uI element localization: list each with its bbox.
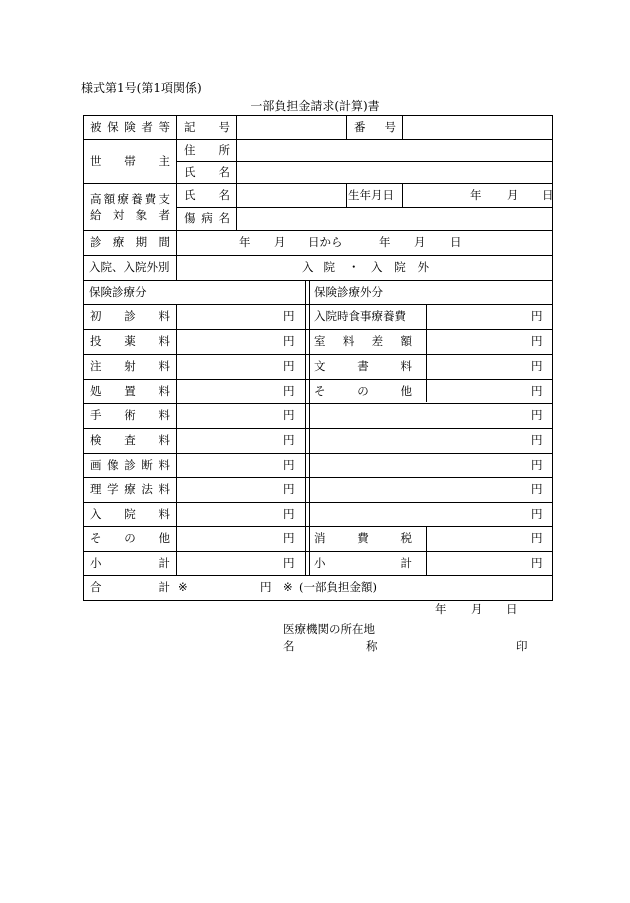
uncovered-item-label: そ の 他 [314,384,412,398]
covered-yen: 円 [283,384,295,398]
total-note: (一部負担金額) [299,580,377,594]
uncovered-yen: 円 [531,408,543,422]
rule-h [83,280,552,281]
uncovered-yen: 円 [531,531,543,545]
uncovered-item-label: 小 計 [314,556,412,570]
insured-label: 被 保 険 者 等 [90,120,170,134]
rule-v [402,183,403,207]
rule-v [176,115,177,255]
uncovered-amount-field[interactable] [430,454,520,476]
period-to-day: 日 [450,235,462,249]
inpatient-option-in[interactable]: 入 院 [302,260,335,274]
uncovered-amount-field[interactable] [430,552,520,574]
inpatient-separator: ・ [348,260,360,274]
covered-item-label: 入 院 料 [90,507,170,521]
birth-day: 日 [542,188,554,202]
beneficiary-label-line2: 給 対 象 者 [90,208,170,222]
period-to-month: 月 [414,235,426,249]
uncovered-yen: 円 [531,309,543,323]
covered-amount-field[interactable] [178,503,258,525]
uncovered-amount-field[interactable] [430,527,520,549]
uncovered-amount-field[interactable] [430,429,520,451]
kigo-label: 記 号 [184,120,230,134]
facility-name-label-2: 称 [366,639,378,653]
period-from-day: 日から [308,235,343,249]
seal-mark: 印 [516,639,528,653]
uncovered-yen: 円 [531,556,543,570]
beneficiary-label-line1: 高 額 療 養 費 支 [90,192,170,206]
uncovered-yen: 円 [531,334,543,348]
total-label: 合 計 [90,580,170,594]
footer-year: 年 [435,602,447,616]
rule-v [426,304,427,402]
inpatient-label: 入院、入院外別 [89,260,170,274]
document-title: 一部負担金請求(計算)書 [250,99,380,113]
covered-amount-field[interactable] [178,330,258,352]
period-to-year: 年 [379,235,391,249]
disease-field[interactable] [237,208,551,229]
uncovered-amount-field[interactable] [430,404,520,426]
uncovered-amount-field[interactable] [430,380,520,402]
rule-v [305,280,306,575]
uncovered-yen: 円 [531,482,543,496]
covered-yen: 円 [283,359,295,373]
uncovered-amount-field[interactable] [430,355,520,377]
uncovered-yen: 円 [531,384,543,398]
uncovered-item-label: 文 書 料 [314,359,412,373]
covered-yen: 円 [283,408,295,422]
inpatient-option-out[interactable]: 入 院 外 [371,260,429,274]
rule-v [83,115,84,601]
footer-month: 月 [471,602,483,616]
footer-day: 日 [506,602,518,616]
rule-h [83,255,552,256]
birth-month: 月 [507,188,519,202]
head-name-field[interactable] [237,162,551,182]
facility-name-label-1: 名 [283,639,295,653]
uncovered-yen: 円 [531,458,543,472]
covered-item-label: 手 術 料 [90,408,170,422]
bango-field[interactable] [403,116,551,138]
covered-item-label: 画 像 診 断 料 [90,458,170,472]
rule-h [83,575,552,576]
kigo-field[interactable] [237,116,345,138]
disease-label: 傷 病 名 [184,211,230,225]
address-field[interactable] [237,140,551,160]
uncovered-item-label: 入院時食事療養費 [314,309,406,323]
uncovered-section-header: 保険診療外分 [314,285,383,299]
covered-amount-field[interactable] [178,380,258,402]
period-label: 診 療 期 間 [90,235,170,249]
covered-item-label: 初 診 料 [90,309,170,323]
rule-v [176,304,177,575]
uncovered-amount-field[interactable] [430,330,520,352]
rule-v [176,255,177,280]
uncovered-item-label: 室 料 差 額 [314,334,412,348]
uncovered-yen: 円 [531,433,543,447]
rule-h [83,230,552,231]
head-name-label: 氏 名 [184,165,230,179]
covered-item-label: 注 射 料 [90,359,170,373]
uncovered-yen: 円 [531,507,543,521]
bango-label: 番 号 [354,120,396,134]
covered-amount-field[interactable] [178,305,258,327]
covered-item-label: 小 計 [90,556,170,570]
birth-year: 年 [470,188,482,202]
covered-item-label: 処 置 料 [90,384,170,398]
covered-item-label: 理 学 療 法 料 [90,482,170,496]
covered-yen: 円 [283,556,295,570]
covered-amount-field[interactable] [178,404,258,426]
uncovered-yen: 円 [531,359,543,373]
uncovered-amount-field[interactable] [430,503,520,525]
period-from-month: 月 [274,235,286,249]
address-label: 住 所 [184,143,230,157]
covered-amount-field[interactable] [178,552,258,574]
covered-item-label: 検 査 料 [90,433,170,447]
rule-v [309,280,310,575]
covered-amount-field[interactable] [178,527,258,549]
uncovered-amount-field[interactable] [430,478,520,500]
covered-section-header: 保険診療分 [89,285,147,299]
covered-item-label: そ の 他 [90,531,170,545]
covered-yen: 円 [283,334,295,348]
uncovered-item-label: 消 費 税 [314,531,412,545]
total-mark-1: ※ [178,580,188,594]
rule-h [83,139,176,140]
covered-amount-field[interactable] [178,454,258,476]
covered-yen: 円 [283,433,295,447]
covered-item-label: 投 薬 料 [90,334,170,348]
rule-v [426,526,427,575]
birthdate-label: 生年月日 [348,188,394,202]
uncovered-amount-field[interactable] [430,305,520,327]
total-mark-2: ※ [283,580,293,594]
covered-amount-field[interactable] [178,478,258,500]
period-from-year: 年 [239,235,251,249]
beneficiary-name-field[interactable] [237,184,345,206]
rule-v [346,115,347,139]
covered-yen: 円 [283,458,295,472]
total-yen: 円 [260,580,272,594]
facility-address-label: 医療機関の所在地 [283,622,375,636]
household-head-label: 世 帯 主 [90,154,170,168]
covered-amount-field[interactable] [178,355,258,377]
beneficiary-name-label: 氏 名 [184,188,230,202]
rule-h [83,600,552,601]
rule-v [346,183,347,207]
covered-yen: 円 [283,309,295,323]
covered-amount-field[interactable] [178,429,258,451]
covered-yen: 円 [283,507,295,521]
covered-yen: 円 [283,531,295,545]
form-number: 様式第1号(第1項関係) [81,81,202,95]
covered-yen: 円 [283,482,295,496]
